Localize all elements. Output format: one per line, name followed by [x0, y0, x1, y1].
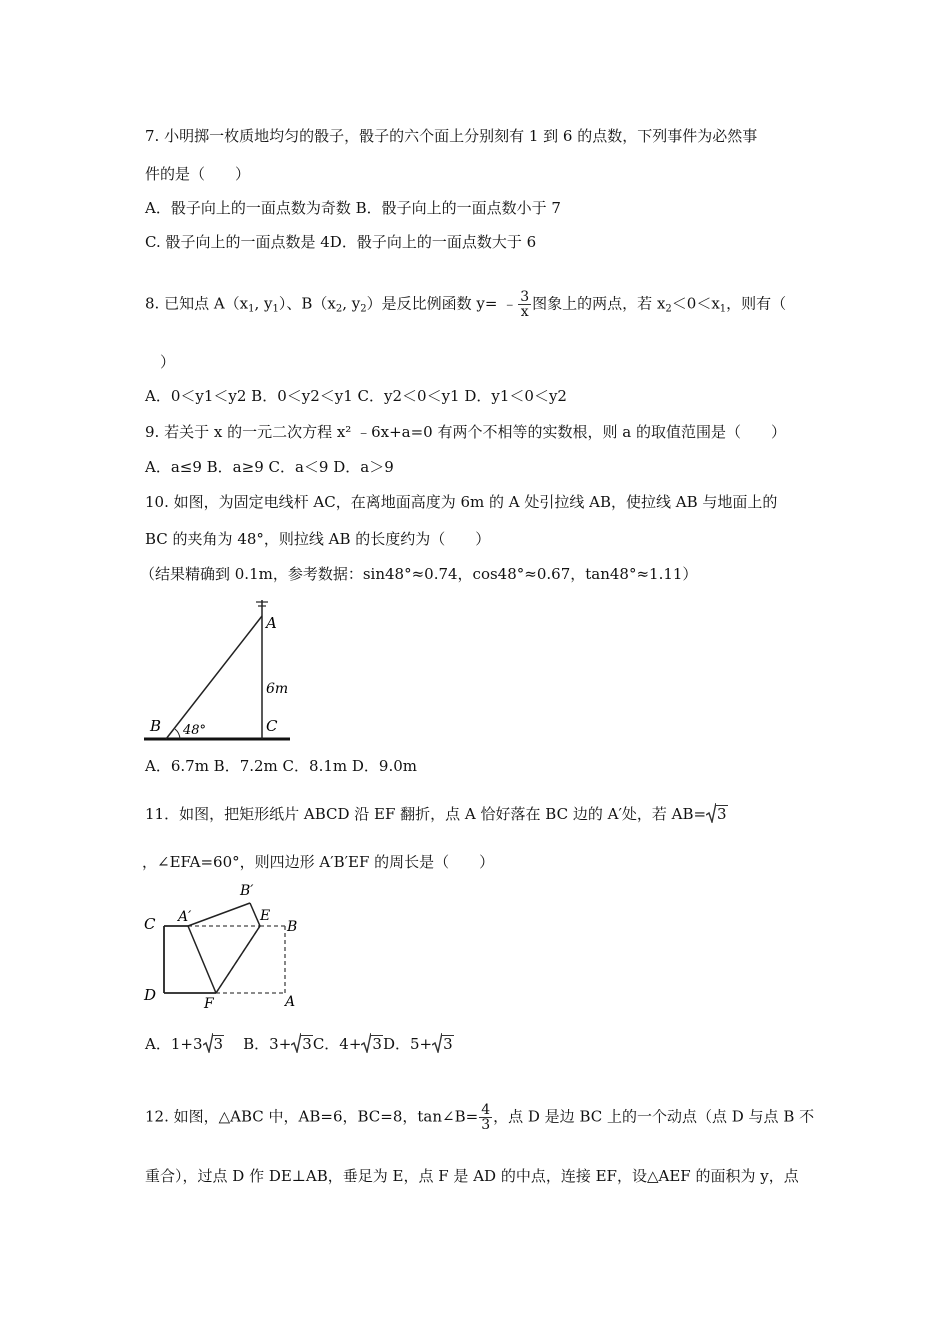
q9-line: 9. 若关于 x 的一元二次方程 x² ﹣6x+a=0 有两个不相等的实数根，则 a 的取值范围是（ ） — [145, 423, 786, 441]
q11-label-d: D — [144, 986, 157, 1004]
q10-line2: BC 的夹角为 48°，则拉线 AB 的长度约为（ ） — [145, 530, 491, 548]
q8-options: A．0＜y1＜y2 B．0＜y2＜y1 C．y2＜0＜y1 D．y1＜0＜y2 — [145, 387, 567, 405]
q8-fraction: $\frac{3}{x}$ — [520, 289, 530, 320]
sqrt-3: 3 — [291, 1033, 313, 1053]
q11-edge-ab-prime — [188, 903, 250, 926]
sqrt-3: 3 — [203, 1033, 225, 1053]
q11-label-f: F — [204, 996, 214, 1012]
sqrt-3: 3 — [361, 1033, 383, 1053]
q10-label-angle: 48° — [183, 723, 207, 738]
q10-label-c: C — [266, 717, 278, 735]
q11-label-a-prime: A′ — [178, 909, 192, 925]
q11-figure — [140, 876, 305, 1012]
q11-line2: ，∠EFA=60°，则四边形 A′B′EF 的周长是（ ） — [142, 853, 495, 871]
q10-cable-ab — [166, 616, 262, 739]
q10-label-b: B — [150, 717, 162, 735]
q7-options-cd: C. 骰子向上的一面点数是 4D．骰子向上的一面点数大于 6 — [145, 233, 537, 251]
q11-label-c: C — [144, 915, 156, 933]
q9-options: A．a≤9 B．a≥9 C．a＜9 D．a＞9 — [145, 458, 394, 476]
q11-options — [145, 1033, 454, 1054]
q12-line2: 重合），过点 D 作 DE⊥AB，垂足为 E，点 F 是 AD 的中点，连接 EF，设△AEF 的面积为 y，点 — [145, 1167, 799, 1185]
q11-option-b: B．3+ — [243, 1035, 292, 1053]
q12-line1: 12. 如图，△ABC 中，AB=6，BC=8，tan∠B= $\frac{4}{3}$ ，点 D 是边 BC 上的一个动点（点 D 与点 B 不 — [145, 1102, 815, 1133]
q11-option-d: D．5+ — [382, 1035, 433, 1053]
q10-options: A．6.7m B．7.2m C．8.1m D．9.0m — [145, 757, 417, 775]
q11-edge-ef — [216, 926, 260, 993]
q11-label-a: A — [285, 994, 296, 1010]
q10-label-a: A — [266, 614, 277, 632]
q10-label-h: 6m — [266, 681, 289, 697]
q10-note: （结果精确到 0.1m，参考数据：sin48°≈0.74，cos48°≈0.67，tan48°≈1.11） — [140, 565, 698, 583]
q11-option-c: C．4+ — [312, 1035, 362, 1053]
q11-option-a: A．1+3 — [145, 1035, 203, 1053]
q12-fraction: $\frac{4}{3}$ — [481, 1102, 491, 1133]
q11-label-e: E — [260, 908, 271, 924]
q11-line1: 11．如图，把矩形纸片 ABCD 沿 EF 翻折，点 A 恰好落在 BC 边的 A′处，若 AB= 3 — [145, 805, 727, 823]
sqrt-3: 3 — [432, 1033, 454, 1053]
q11-label-b-prime: B′ — [240, 883, 254, 899]
q11-edge-be — [250, 903, 260, 926]
q10-line1: 10. 如图，为固定电线杆 AC，在离地面高度为 6m 的 A 处引拉线 AB，使拉线 AB 与地面上的 — [145, 493, 778, 511]
q8-prefix: 8. 已知点 A（x — [145, 294, 249, 313]
q11-edge-af — [188, 926, 216, 993]
q8-line1: 8. 已知点 $A(x_1$, $y_1$）、$B(x_2$, $y_2$）是反比例函数 y= ﹣ $\frac{3}{x}$ 图象上的两点，若 $x_2<0<x_1$，则有（ — [145, 289, 787, 320]
q7-line1: 7. 小明掷一枚质地均匀的骰子，骰子的六个面上分别刻有 1 到 6 的点数，下列事件为必然事 — [145, 127, 758, 145]
q11-label-b: B — [287, 919, 298, 935]
q7-options-ab: A．骰子向上的一面点数为奇数 B．骰子向上的一面点数小于 7 — [145, 199, 561, 217]
sqrt-3: 3 — [706, 803, 728, 823]
q10-figure — [140, 592, 295, 744]
q7-line2: 件的是（ ） — [145, 165, 251, 183]
q8-line2: ） — [160, 353, 176, 371]
